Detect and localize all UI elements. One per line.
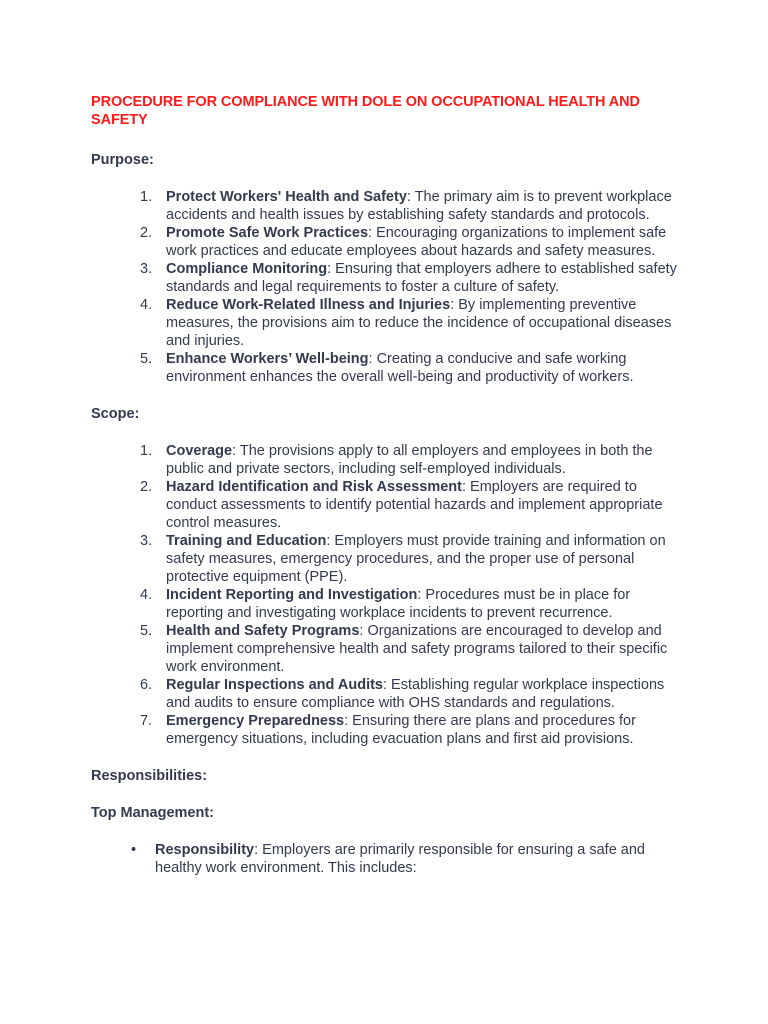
top-management-heading: Top Management:: [91, 805, 214, 821]
list-text: : Ensuring that employers adhere to established safety standards and legal requirements to foster a culture of safety.: [166, 261, 677, 295]
list-term: Health and Safety Programs: [166, 623, 360, 639]
list-number: 1.: [140, 443, 153, 459]
list-text: : Creating a conducive and safe working environment enhances the overall well-being and productivity of workers.: [166, 351, 634, 385]
list-item: [91, 532, 681, 586]
list-text: : Ensuring there are plans and procedures for emergency situations, including evacuation plans and first aid provisions.: [166, 713, 636, 747]
bullet-icon: •: [131, 842, 137, 858]
list-text: : Encouraging organizations to implement safe work practices and educate employees about hazards and safety measures.: [166, 225, 667, 259]
scope-heading: Scope:: [91, 406, 140, 422]
top-management-list: [91, 841, 681, 877]
list-number: 4.: [140, 297, 153, 313]
list-term: Reduce Work-Related Illness and Injuries: [166, 297, 451, 313]
list-number: 3.: [140, 261, 153, 277]
list-term: Emergency Preparedness: [166, 713, 345, 729]
list-text: : The primary aim is to prevent workplace accidents and health issues by establishing safety standards and protocols.: [166, 189, 672, 223]
list-item: [91, 841, 681, 877]
list-text: : Employers are required to conduct assessments to identify potential hazards and implement appropriate control measures.: [166, 479, 663, 531]
list-number: 6.: [140, 677, 153, 693]
list-text: : Employers must provide training and information on safety measures, emergency procedures, and the proper use of personal protective equipment (PPE).: [166, 533, 666, 585]
list-term: Incident Reporting and Investigation: [166, 587, 418, 603]
list-term: Compliance Monitoring: [166, 261, 328, 277]
list-number: 2.: [140, 479, 153, 495]
list-text: : By implementing preventive measures, the provisions aim to reduce the incidence of occupational diseases and injuries.: [166, 297, 672, 349]
list-item: [91, 296, 681, 350]
list-term: Promote Safe Work Practices: [166, 225, 369, 241]
list-item: [91, 676, 681, 712]
document-title: PROCEDURE FOR COMPLIANCE WITH DOLE ON OCCUPATIONAL HEALTH AND SAFETY: [91, 94, 640, 128]
list-item: [91, 224, 681, 260]
list-term: Responsibility: [155, 842, 255, 858]
list-text: : The provisions apply to all employers and employees in both the public and private sectors, including self-employed individuals.: [166, 443, 653, 477]
list-number: 7.: [140, 713, 153, 729]
list-term: Regular Inspections and Audits: [166, 677, 383, 693]
list-term: Training and Education: [166, 533, 327, 549]
list-term: Hazard Identification and Risk Assessment: [166, 479, 462, 495]
list-text: : Employers are primarily responsible for ensuring a safe and healthy work environment. This includes:: [155, 842, 645, 876]
purpose-list: [91, 188, 681, 386]
list-number: 5.: [140, 623, 153, 639]
document-page: [91, 94, 681, 877]
list-term: Coverage: [166, 443, 233, 459]
list-item: [91, 350, 681, 386]
list-item: [91, 260, 681, 296]
list-term: Enhance Workers’ Well-being: [166, 351, 369, 367]
list-number: 2.: [140, 225, 153, 241]
scope-list: [91, 442, 681, 748]
list-item: [91, 622, 681, 676]
list-item: [91, 442, 681, 478]
list-number: 5.: [140, 351, 153, 367]
list-item: [91, 586, 681, 622]
list-number: 4.: [140, 587, 153, 603]
list-number: 3.: [140, 533, 153, 549]
list-term: Protect Workers' Health and Safety: [166, 189, 407, 205]
list-item: [91, 478, 681, 532]
purpose-heading: Purpose:: [91, 152, 154, 168]
list-item: [91, 188, 681, 224]
list-text: : Procedures must be in place for reporting and investigating workplace incidents to prevent recurrence.: [166, 587, 631, 621]
list-text: : Establishing regular workplace inspections and audits to ensure compliance with OHS standards and regulations.: [166, 677, 665, 711]
list-text: : Organizations are encouraged to develop and implement comprehensive health and safety programs tailored to their specific work environment.: [166, 623, 668, 675]
responsibilities-heading: Responsibilities:: [91, 768, 208, 784]
list-number: 1.: [140, 189, 153, 205]
list-item: [91, 712, 681, 748]
